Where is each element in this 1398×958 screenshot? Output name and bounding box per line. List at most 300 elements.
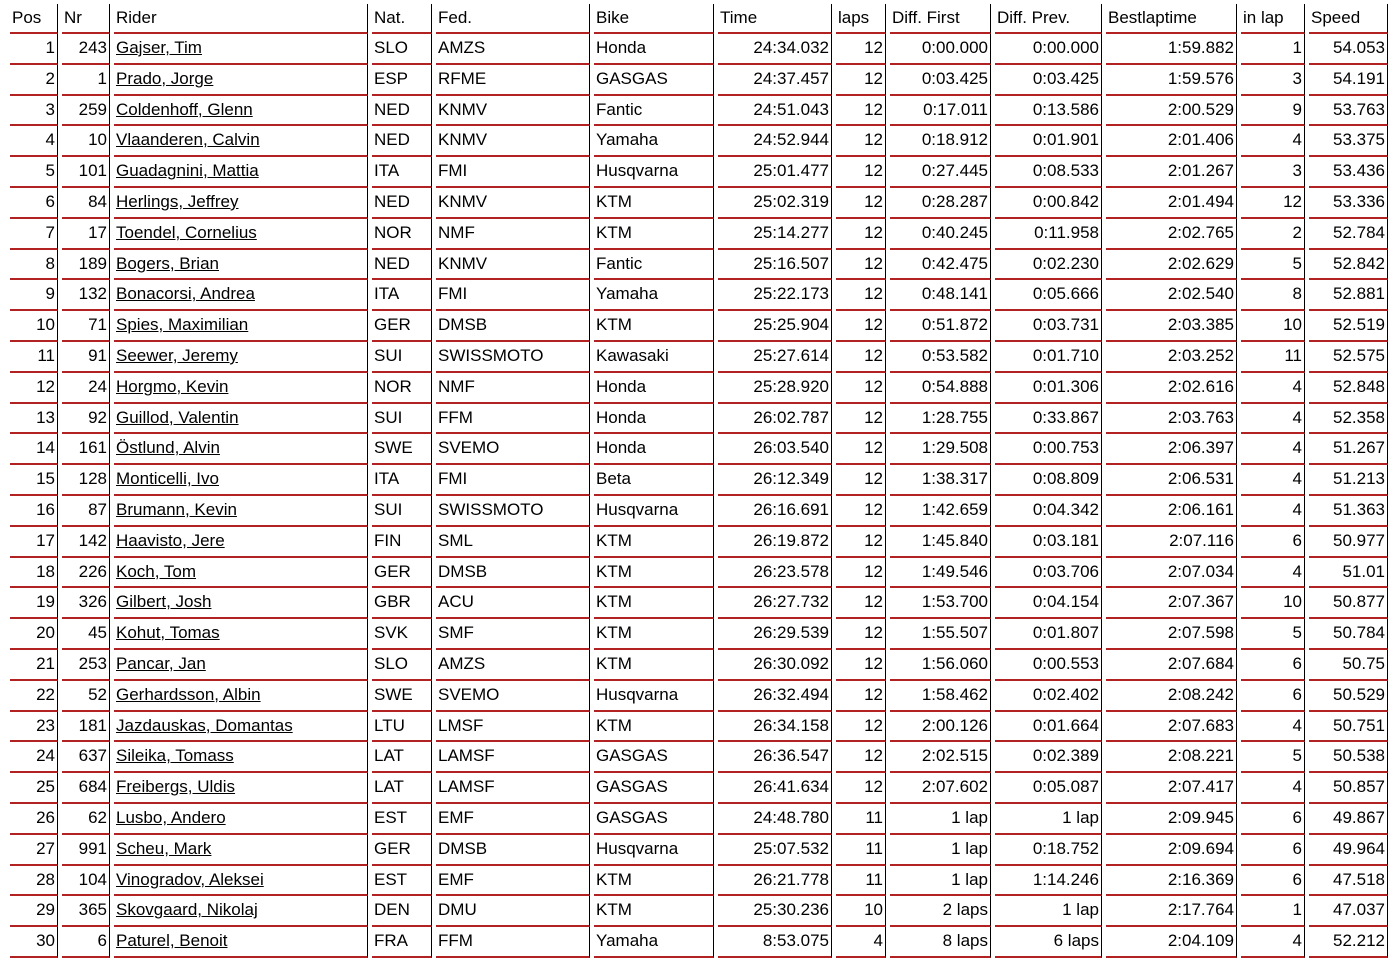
cell-diff-prev: 0:05.087 <box>995 773 1102 804</box>
table-row <box>10 311 1388 342</box>
cell-nr: 189 <box>62 250 110 281</box>
cell-bike: Honda <box>594 34 714 65</box>
cell-federation: AMZS <box>436 34 590 65</box>
cell-time: 26:34.158 <box>718 712 832 743</box>
cell-federation: DMSB <box>436 558 590 589</box>
rider-link[interactable]: Horgmo, Kevin <box>116 376 229 396</box>
cell-rider <box>114 126 368 157</box>
cell-bike: KTM <box>594 896 714 927</box>
cell-rider <box>114 465 368 496</box>
cell-federation: FFM <box>436 404 590 435</box>
cell-bike: GASGAS <box>594 742 714 773</box>
cell-nr: 71 <box>62 311 110 342</box>
cell-in-lap: 10 <box>1241 588 1305 619</box>
rider-link[interactable]: Toendel, Cornelius <box>116 222 257 242</box>
cell-nr: 132 <box>62 280 110 311</box>
cell-laps: 12 <box>836 219 886 250</box>
rider-link[interactable]: Monticelli, Ivo <box>116 469 219 489</box>
cell-rider <box>114 404 368 435</box>
cell-in-lap: 4 <box>1241 927 1305 958</box>
cell-nr: 326 <box>62 588 110 619</box>
cell-pos: 1 <box>10 34 58 65</box>
table-row <box>10 619 1388 650</box>
cell-time: 8:53.075 <box>718 927 832 958</box>
cell-speed: 53.436 <box>1309 157 1388 188</box>
table-row <box>10 126 1388 157</box>
cell-best-lap-time: 1:59.882 <box>1106 34 1237 65</box>
cell-time: 26:02.787 <box>718 404 832 435</box>
cell-speed: 49.964 <box>1309 835 1388 866</box>
rider-link[interactable]: Jazdauskas, Domantas <box>116 715 293 735</box>
cell-in-lap: 6 <box>1241 866 1305 897</box>
cell-diff-first: 1:42.659 <box>890 496 991 527</box>
cell-laps: 12 <box>836 712 886 743</box>
cell-best-lap-time: 2:07.367 <box>1106 588 1237 619</box>
rider-link[interactable]: Haavisto, Jere <box>116 530 225 550</box>
cell-speed: 53.336 <box>1309 188 1388 219</box>
cell-in-lap: 3 <box>1241 65 1305 96</box>
cell-time: 25:28.920 <box>718 373 832 404</box>
cell-laps: 12 <box>836 404 886 435</box>
cell-diff-first: 2:02.515 <box>890 742 991 773</box>
cell-nationality: NOR <box>372 373 432 404</box>
cell-pos: 7 <box>10 219 58 250</box>
rider-link[interactable]: Guillod, Valentin <box>116 407 239 427</box>
rider-link[interactable]: Kohut, Tomas <box>116 623 220 643</box>
cell-best-lap-time: 2:17.764 <box>1106 896 1237 927</box>
cell-rider <box>114 773 368 804</box>
cell-diff-first: 0:18.912 <box>890 126 991 157</box>
cell-best-lap-time: 2:02.616 <box>1106 373 1237 404</box>
cell-diff-prev: 0:03.706 <box>995 558 1102 589</box>
table-row <box>10 404 1388 435</box>
cell-diff-prev: 0:03.181 <box>995 527 1102 558</box>
cell-diff-prev: 6 laps <box>995 927 1102 958</box>
cell-pos: 21 <box>10 650 58 681</box>
cell-time: 25:01.477 <box>718 157 832 188</box>
cell-nationality: ESP <box>372 65 432 96</box>
cell-federation: KNMV <box>436 250 590 281</box>
rider-link[interactable]: Seewer, Jeremy <box>116 345 238 365</box>
cell-bike: Honda <box>594 434 714 465</box>
rider-link[interactable]: Gilbert, Josh <box>116 592 212 612</box>
cell-speed: 50.529 <box>1309 681 1388 712</box>
rider-link[interactable]: Lusbo, Andero <box>116 807 226 827</box>
table-row <box>10 650 1388 681</box>
header-bike: Bike <box>594 4 714 34</box>
cell-federation: FFM <box>436 927 590 958</box>
cell-nr: 101 <box>62 157 110 188</box>
cell-in-lap: 6 <box>1241 804 1305 835</box>
cell-in-lap: 6 <box>1241 835 1305 866</box>
rider-link[interactable]: Bonacorsi, Andrea <box>116 284 255 304</box>
header-diff-first: Diff. First <box>890 4 991 34</box>
cell-bike: Husqvarna <box>594 157 714 188</box>
cell-best-lap-time: 2:03.763 <box>1106 404 1237 435</box>
cell-time: 26:19.872 <box>718 527 832 558</box>
cell-nr: 991 <box>62 835 110 866</box>
cell-diff-first: 0:17.011 <box>890 96 991 127</box>
cell-laps: 12 <box>836 650 886 681</box>
table-row <box>10 558 1388 589</box>
cell-bike: Husqvarna <box>594 835 714 866</box>
cell-nationality: LAT <box>372 773 432 804</box>
header-in-lap: in lap <box>1241 4 1305 34</box>
rider-link[interactable]: Skovgaard, Nikolaj <box>116 900 258 920</box>
cell-time: 25:02.319 <box>718 188 832 219</box>
cell-pos: 9 <box>10 280 58 311</box>
cell-diff-first: 1 lap <box>890 804 991 835</box>
cell-pos: 13 <box>10 404 58 435</box>
cell-pos: 27 <box>10 835 58 866</box>
cell-best-lap-time: 2:01.267 <box>1106 157 1237 188</box>
cell-nr: 92 <box>62 404 110 435</box>
cell-diff-prev: 0:33.867 <box>995 404 1102 435</box>
cell-pos: 5 <box>10 157 58 188</box>
cell-pos: 4 <box>10 126 58 157</box>
cell-laps: 11 <box>836 866 886 897</box>
cell-nationality: SLO <box>372 650 432 681</box>
cell-speed: 51.213 <box>1309 465 1388 496</box>
cell-diff-first: 0:48.141 <box>890 280 991 311</box>
cell-in-lap: 6 <box>1241 681 1305 712</box>
cell-nationality: GBR <box>372 588 432 619</box>
rider-link[interactable]: Guadagnini, Mattia <box>116 161 259 181</box>
cell-in-lap: 8 <box>1241 280 1305 311</box>
cell-bike: Husqvarna <box>594 496 714 527</box>
cell-diff-prev: 0:03.425 <box>995 65 1102 96</box>
cell-time: 25:22.173 <box>718 280 832 311</box>
cell-pos: 22 <box>10 681 58 712</box>
cell-diff-prev: 0:03.731 <box>995 311 1102 342</box>
header-laps: laps <box>836 4 886 34</box>
cell-federation: EMF <box>436 804 590 835</box>
cell-bike: Fantic <box>594 250 714 281</box>
cell-best-lap-time: 2:09.694 <box>1106 835 1237 866</box>
rider-link[interactable]: Spies, Maximilian <box>116 315 249 335</box>
rider-link[interactable]: Östlund, Alvin <box>116 438 220 458</box>
cell-rider <box>114 927 368 958</box>
table-row <box>10 65 1388 96</box>
cell-rider <box>114 712 368 743</box>
cell-laps: 12 <box>836 311 886 342</box>
cell-federation: ACU <box>436 588 590 619</box>
cell-diff-prev: 0:01.901 <box>995 126 1102 157</box>
table-row <box>10 34 1388 65</box>
cell-federation: DMU <box>436 896 590 927</box>
cell-diff-first: 1:53.700 <box>890 588 991 619</box>
table-row <box>10 866 1388 897</box>
cell-laps: 12 <box>836 188 886 219</box>
header-federation: Fed. <box>436 4 590 34</box>
cell-bike: GASGAS <box>594 65 714 96</box>
cell-bike: KTM <box>594 311 714 342</box>
rider-link[interactable]: Paturel, Benoit <box>116 931 228 951</box>
cell-nationality: ITA <box>372 280 432 311</box>
cell-diff-prev: 0:04.154 <box>995 588 1102 619</box>
cell-nationality: GER <box>372 558 432 589</box>
cell-time: 25:30.236 <box>718 896 832 927</box>
header-nr: Nr <box>62 4 110 34</box>
cell-speed: 50.751 <box>1309 712 1388 743</box>
cell-pos: 28 <box>10 866 58 897</box>
cell-nr: 52 <box>62 681 110 712</box>
cell-rider <box>114 188 368 219</box>
cell-speed: 52.575 <box>1309 342 1388 373</box>
cell-diff-first: 0:42.475 <box>890 250 991 281</box>
cell-laps: 12 <box>836 465 886 496</box>
cell-federation: NMF <box>436 219 590 250</box>
cell-nr: 1 <box>62 65 110 96</box>
cell-speed: 50.75 <box>1309 650 1388 681</box>
table-row <box>10 280 1388 311</box>
cell-diff-first: 0:53.582 <box>890 342 991 373</box>
cell-federation: SWISSMOTO <box>436 342 590 373</box>
cell-nationality: EST <box>372 804 432 835</box>
cell-speed: 52.881 <box>1309 280 1388 311</box>
cell-bike: Husqvarna <box>594 681 714 712</box>
cell-nr: 684 <box>62 773 110 804</box>
cell-best-lap-time: 1:59.576 <box>1106 65 1237 96</box>
table-row <box>10 465 1388 496</box>
cell-bike: Beta <box>594 465 714 496</box>
cell-diff-first: 1:28.755 <box>890 404 991 435</box>
cell-pos: 2 <box>10 65 58 96</box>
cell-federation: DMSB <box>436 835 590 866</box>
cell-in-lap: 4 <box>1241 126 1305 157</box>
cell-best-lap-time: 2:02.629 <box>1106 250 1237 281</box>
rider-link[interactable]: Sileika, Tomass <box>116 746 234 766</box>
cell-nr: 181 <box>62 712 110 743</box>
header-speed: Speed <box>1309 4 1388 34</box>
table-row <box>10 927 1388 958</box>
rider-link[interactable]: Gerhardsson, Albin <box>116 684 261 704</box>
cell-federation: RFME <box>436 65 590 96</box>
cell-diff-first: 0:40.245 <box>890 219 991 250</box>
cell-nationality: SWE <box>372 434 432 465</box>
cell-best-lap-time: 2:06.397 <box>1106 434 1237 465</box>
table-row <box>10 342 1388 373</box>
cell-time: 26:12.349 <box>718 465 832 496</box>
cell-best-lap-time: 2:01.494 <box>1106 188 1237 219</box>
cell-nationality: GER <box>372 311 432 342</box>
cell-best-lap-time: 2:01.406 <box>1106 126 1237 157</box>
rider-link[interactable]: Vlaanderen, Calvin <box>116 130 260 150</box>
cell-pos: 15 <box>10 465 58 496</box>
cell-best-lap-time: 2:06.161 <box>1106 496 1237 527</box>
cell-in-lap: 4 <box>1241 496 1305 527</box>
cell-rider <box>114 311 368 342</box>
cell-speed: 51.01 <box>1309 558 1388 589</box>
cell-rider <box>114 588 368 619</box>
cell-speed: 52.784 <box>1309 219 1388 250</box>
table-row <box>10 250 1388 281</box>
rider-link[interactable]: Prado, Jorge <box>116 68 214 88</box>
cell-best-lap-time: 2:07.034 <box>1106 558 1237 589</box>
cell-best-lap-time: 2:03.385 <box>1106 311 1237 342</box>
cell-rider <box>114 280 368 311</box>
rider-link[interactable]: Brumann, Kevin <box>116 499 237 519</box>
cell-in-lap: 10 <box>1241 311 1305 342</box>
cell-time: 26:36.547 <box>718 742 832 773</box>
cell-speed: 51.363 <box>1309 496 1388 527</box>
cell-time: 26:32.494 <box>718 681 832 712</box>
rider-link[interactable]: Koch, Tom <box>116 561 197 581</box>
cell-time: 25:07.532 <box>718 835 832 866</box>
cell-federation: SMF <box>436 619 590 650</box>
cell-nationality: SLO <box>372 34 432 65</box>
cell-in-lap: 6 <box>1241 650 1305 681</box>
cell-speed: 52.848 <box>1309 373 1388 404</box>
cell-rider <box>114 742 368 773</box>
cell-bike: Honda <box>594 373 714 404</box>
cell-nationality: LTU <box>372 712 432 743</box>
rider-link[interactable]: Vinogradov, Aleksei <box>116 869 264 889</box>
rider-link[interactable]: Herlings, Jeffrey <box>116 191 239 211</box>
cell-in-lap: 6 <box>1241 527 1305 558</box>
cell-federation: NMF <box>436 373 590 404</box>
cell-in-lap: 1 <box>1241 34 1305 65</box>
cell-federation: FMI <box>436 280 590 311</box>
cell-nr: 259 <box>62 96 110 127</box>
cell-in-lap: 4 <box>1241 373 1305 404</box>
cell-laps: 12 <box>836 373 886 404</box>
rider-link[interactable]: Freibergs, Uldis <box>116 777 236 797</box>
table-row <box>10 804 1388 835</box>
table-row <box>10 773 1388 804</box>
cell-laps: 12 <box>836 742 886 773</box>
cell-diff-prev: 0:00.553 <box>995 650 1102 681</box>
cell-nationality: NED <box>372 250 432 281</box>
cell-diff-prev: 1 lap <box>995 896 1102 927</box>
cell-nr: 6 <box>62 927 110 958</box>
cell-time: 26:30.092 <box>718 650 832 681</box>
header-row <box>10 4 1388 34</box>
rider-link[interactable]: Scheu, Mark <box>116 838 212 858</box>
cell-nationality: SVK <box>372 619 432 650</box>
table-row <box>10 434 1388 465</box>
cell-diff-prev: 0:01.664 <box>995 712 1102 743</box>
cell-in-lap: 4 <box>1241 465 1305 496</box>
cell-federation: KNMV <box>436 96 590 127</box>
cell-rider <box>114 496 368 527</box>
cell-nr: 226 <box>62 558 110 589</box>
cell-pos: 6 <box>10 188 58 219</box>
cell-nr: 91 <box>62 342 110 373</box>
cell-pos: 3 <box>10 96 58 127</box>
cell-time: 25:16.507 <box>718 250 832 281</box>
cell-speed: 51.267 <box>1309 434 1388 465</box>
cell-laps: 12 <box>836 65 886 96</box>
cell-nr: 45 <box>62 619 110 650</box>
cell-rider <box>114 835 368 866</box>
cell-federation: LMSF <box>436 712 590 743</box>
cell-nr: 87 <box>62 496 110 527</box>
cell-best-lap-time: 2:00.529 <box>1106 96 1237 127</box>
rider-link[interactable]: Coldenhoff, Glenn <box>116 99 253 119</box>
rider-link[interactable]: Bogers, Brian <box>116 253 219 273</box>
cell-laps: 10 <box>836 896 886 927</box>
table-row <box>10 219 1388 250</box>
cell-best-lap-time: 2:06.531 <box>1106 465 1237 496</box>
table-row <box>10 496 1388 527</box>
header-rider: Rider <box>114 4 368 34</box>
cell-bike: Yamaha <box>594 280 714 311</box>
cell-diff-prev: 1 lap <box>995 804 1102 835</box>
cell-bike: Fantic <box>594 96 714 127</box>
cell-speed: 49.867 <box>1309 804 1388 835</box>
cell-time: 24:37.457 <box>718 65 832 96</box>
cell-nr: 637 <box>62 742 110 773</box>
cell-best-lap-time: 2:07.598 <box>1106 619 1237 650</box>
cell-best-lap-time: 2:08.221 <box>1106 742 1237 773</box>
cell-in-lap: 4 <box>1241 558 1305 589</box>
cell-in-lap: 3 <box>1241 157 1305 188</box>
cell-diff-first: 0:03.425 <box>890 65 991 96</box>
cell-rider <box>114 434 368 465</box>
cell-diff-first: 1 lap <box>890 866 991 897</box>
rider-link[interactable]: Pancar, Jan <box>116 653 206 673</box>
cell-speed: 50.538 <box>1309 742 1388 773</box>
cell-diff-prev: 0:18.752 <box>995 835 1102 866</box>
cell-nr: 142 <box>62 527 110 558</box>
cell-federation: LAMSF <box>436 773 590 804</box>
cell-bike: KTM <box>594 558 714 589</box>
cell-time: 24:52.944 <box>718 126 832 157</box>
cell-rider <box>114 157 368 188</box>
cell-nationality: FRA <box>372 927 432 958</box>
cell-bike: KTM <box>594 650 714 681</box>
cell-best-lap-time: 2:03.252 <box>1106 342 1237 373</box>
cell-rider <box>114 219 368 250</box>
cell-pos: 20 <box>10 619 58 650</box>
cell-nr: 17 <box>62 219 110 250</box>
cell-diff-prev: 0:01.710 <box>995 342 1102 373</box>
cell-speed: 47.518 <box>1309 866 1388 897</box>
cell-pos: 26 <box>10 804 58 835</box>
table-row <box>10 588 1388 619</box>
cell-best-lap-time: 2:07.684 <box>1106 650 1237 681</box>
cell-bike: Yamaha <box>594 927 714 958</box>
cell-diff-prev: 0:02.389 <box>995 742 1102 773</box>
cell-speed: 50.857 <box>1309 773 1388 804</box>
cell-diff-prev: 0:02.402 <box>995 681 1102 712</box>
cell-laps: 12 <box>836 434 886 465</box>
cell-time: 26:21.778 <box>718 866 832 897</box>
cell-time: 24:34.032 <box>718 34 832 65</box>
cell-time: 24:48.780 <box>718 804 832 835</box>
cell-federation: AMZS <box>436 650 590 681</box>
cell-federation: KNMV <box>436 188 590 219</box>
cell-pos: 19 <box>10 588 58 619</box>
rider-link[interactable]: Gajser, Tim <box>116 38 202 57</box>
cell-nr: 365 <box>62 896 110 927</box>
cell-diff-first: 1:49.546 <box>890 558 991 589</box>
cell-diff-first: 0:00.000 <box>890 34 991 65</box>
cell-bike: KTM <box>594 527 714 558</box>
cell-in-lap: 11 <box>1241 342 1305 373</box>
cell-nationality: NED <box>372 96 432 127</box>
cell-nationality: DEN <box>372 896 432 927</box>
cell-rider <box>114 650 368 681</box>
cell-rider <box>114 866 368 897</box>
cell-diff-first: 2:00.126 <box>890 712 991 743</box>
cell-bike: KTM <box>594 866 714 897</box>
cell-laps: 11 <box>836 835 886 866</box>
cell-diff-first: 0:51.872 <box>890 311 991 342</box>
cell-speed: 53.763 <box>1309 96 1388 127</box>
cell-speed: 50.877 <box>1309 588 1388 619</box>
